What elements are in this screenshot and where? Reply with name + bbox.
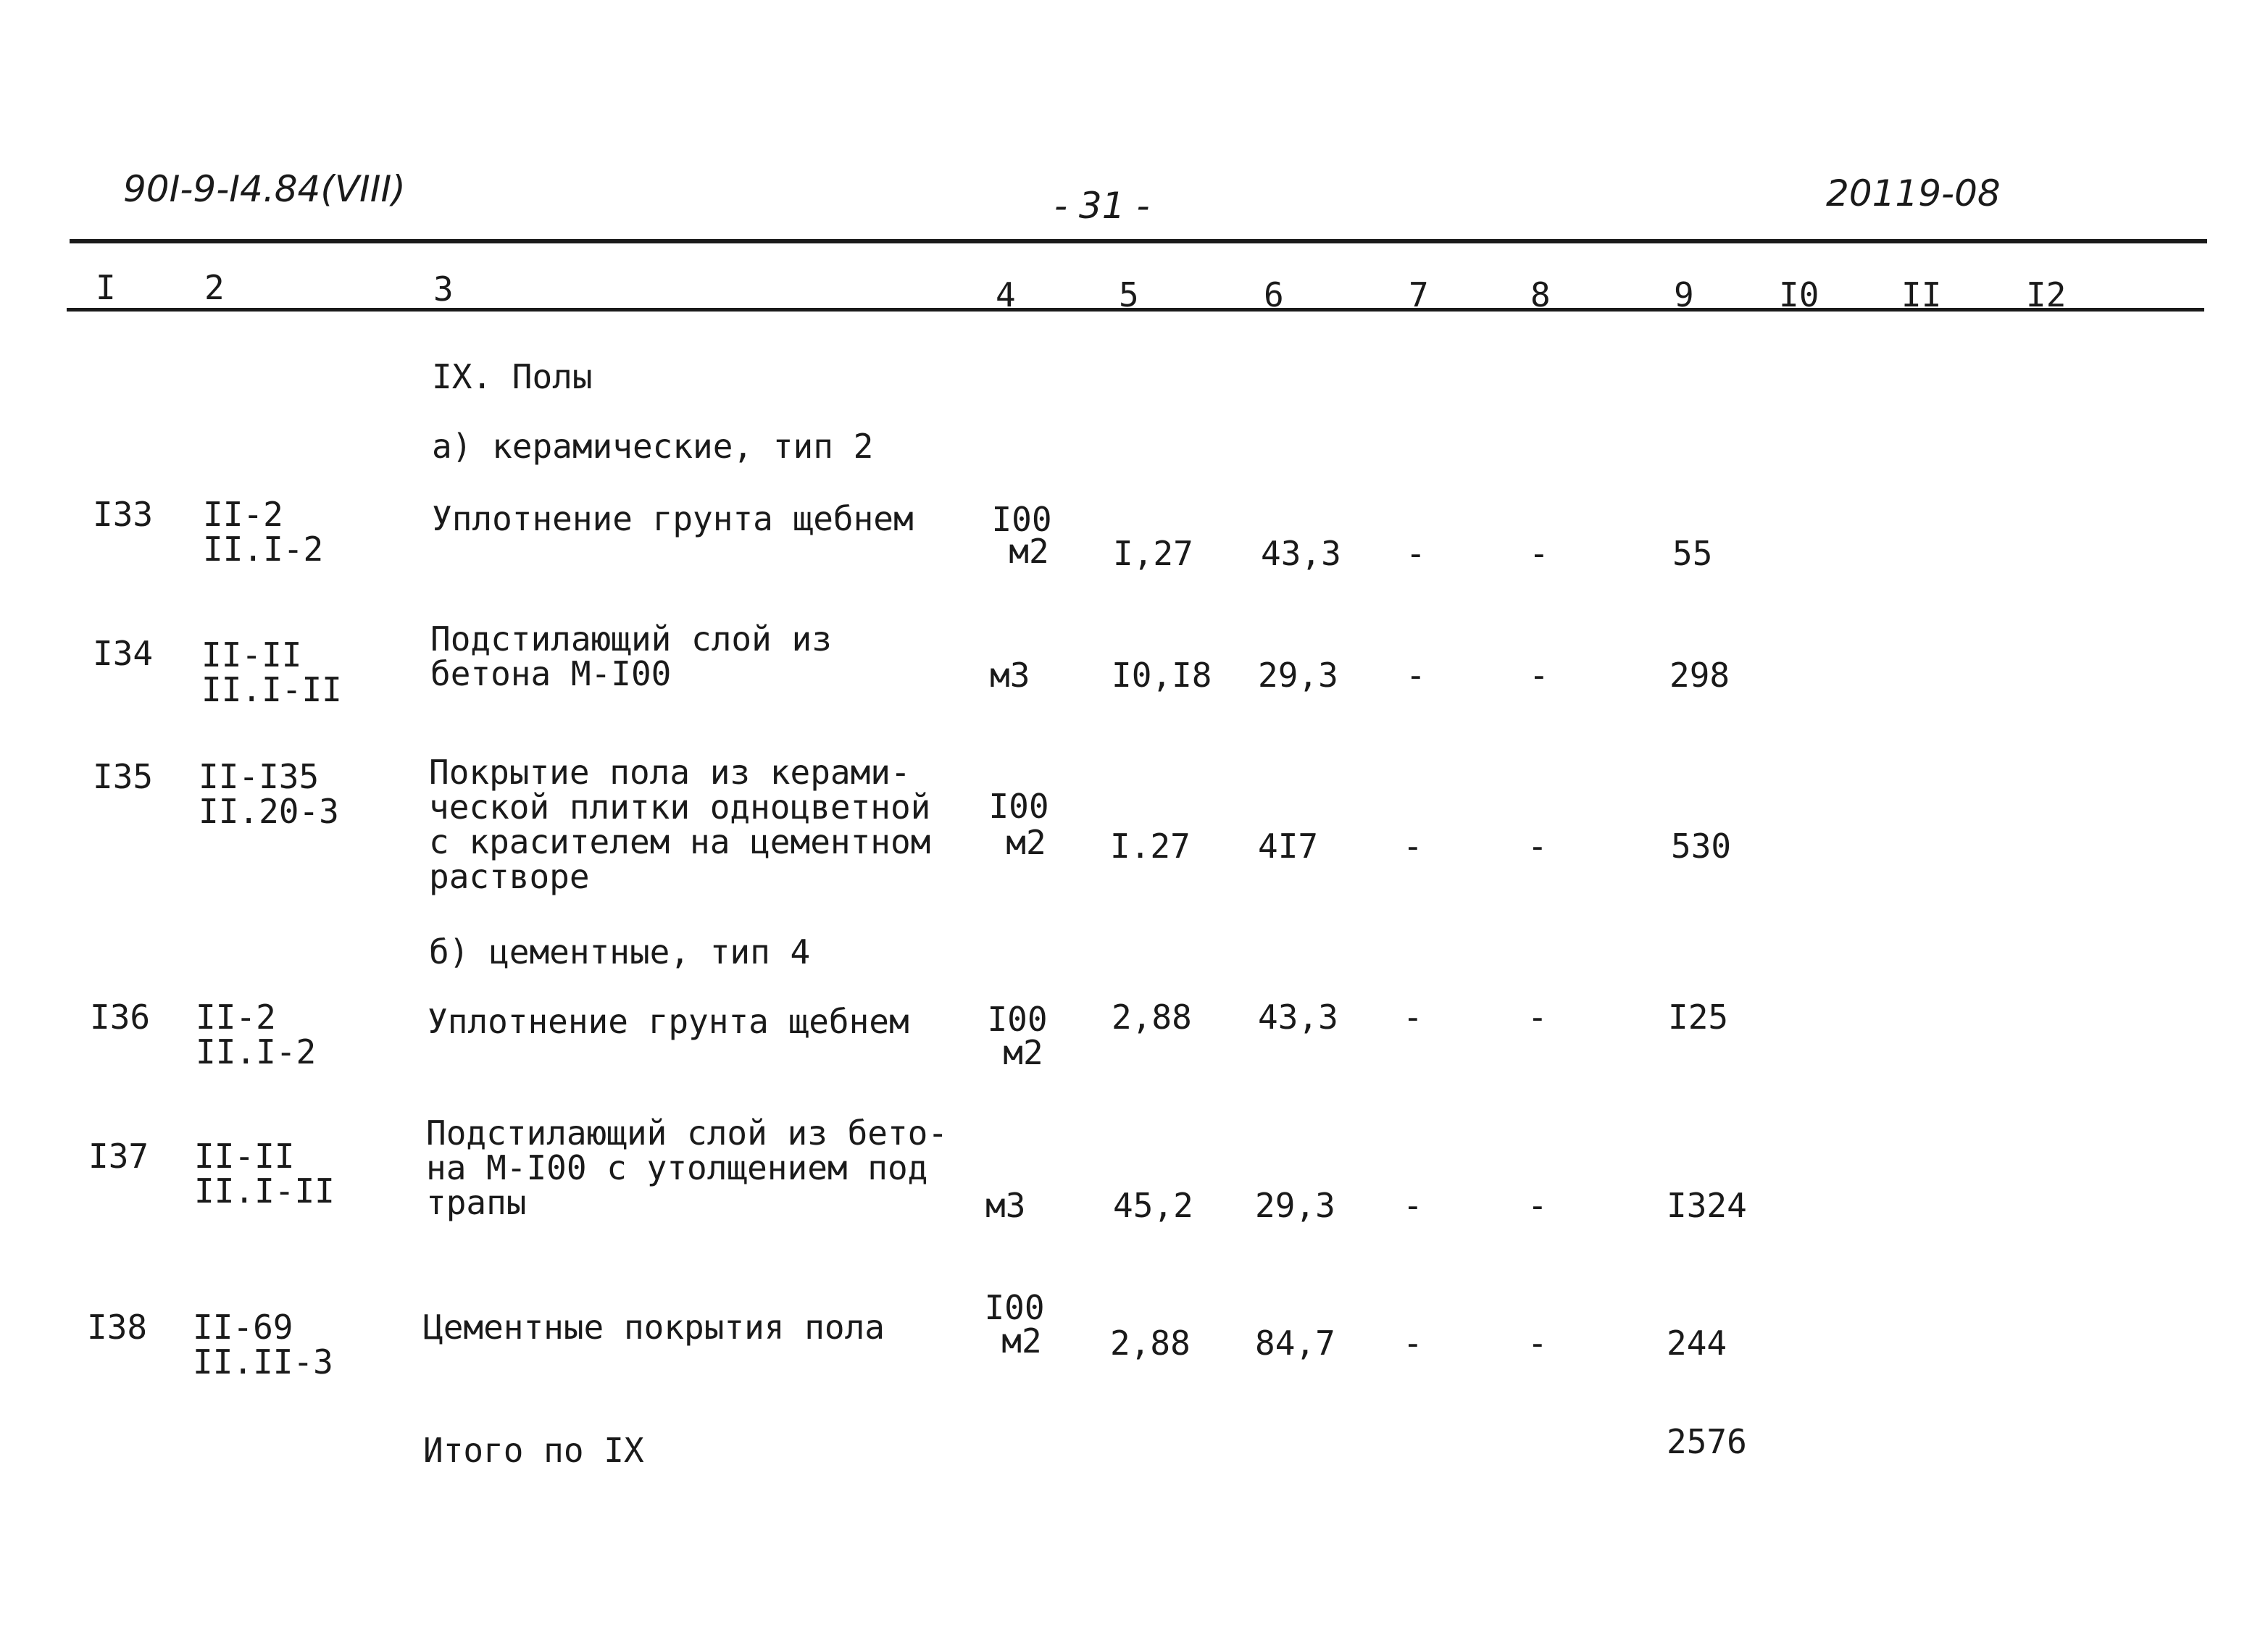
subsection-cement: б) цементные, тип 4	[429, 932, 811, 971]
description-line: Цементные покрытия пола	[423, 1308, 885, 1347]
header-top-rule	[70, 239, 2207, 243]
column-number: I0	[1779, 275, 1819, 314]
quantity: I,27	[1113, 534, 1193, 573]
quantity: 2,88	[1110, 1324, 1191, 1363]
description-line: Подстилающий слой из бето-	[426, 1113, 949, 1153]
description-line: бетона М-I00	[430, 654, 672, 693]
description-line: Покрытие пола из керами-	[429, 753, 911, 792]
quantity: I0,I8	[1112, 656, 1212, 695]
unit-top: I00	[991, 500, 1052, 539]
row-total: 244	[1667, 1324, 1727, 1363]
norm-code-secondary: II.I-II	[194, 1171, 335, 1211]
column-7-value: -	[1403, 1186, 1423, 1225]
column-number: 4	[996, 275, 1016, 314]
column-number: 8	[1530, 275, 1551, 314]
column-number: 9	[1674, 275, 1694, 314]
unit-bottom: м2	[1009, 532, 1049, 571]
column-8-value: -	[1527, 1186, 1548, 1225]
column-7-value: -	[1403, 998, 1423, 1037]
description-line: Подстилающий слой из	[430, 619, 832, 659]
unit-top: I00	[984, 1288, 1045, 1327]
unit-top: I00	[988, 787, 1049, 826]
row-number: I37	[88, 1137, 149, 1176]
norm-code-secondary: II.I-II	[201, 670, 342, 709]
work-description	[430, 619, 832, 693]
norm-code: II-2	[203, 495, 283, 534]
description-line: на М-I00 с утолщением под	[426, 1148, 928, 1187]
column-8-value: -	[1527, 998, 1548, 1037]
norm-code-secondary: II.I-2	[196, 1032, 317, 1071]
work-description	[423, 1310, 885, 1345]
work-description	[429, 755, 930, 894]
unit-bottom: м3	[990, 656, 1030, 695]
description-line: ческой плитки одноцветной	[429, 787, 931, 827]
row-number: I34	[93, 634, 154, 673]
document-code: 90I-9-I4.84(VIII)	[123, 168, 406, 210]
unit-price: 29,3	[1255, 1186, 1335, 1225]
work-description	[426, 1113, 949, 1222]
column-number: I	[96, 268, 116, 307]
row-total: 55	[1672, 534, 1713, 573]
description-line: растворе	[429, 857, 590, 896]
description-line: Уплотнение грунта щебнем	[428, 1002, 909, 1041]
row-number: I33	[93, 495, 154, 534]
quantity: 45,2	[1113, 1186, 1193, 1225]
column-7-value: -	[1403, 1324, 1423, 1363]
column-number: 2	[204, 268, 225, 307]
row-total: 298	[1669, 656, 1730, 695]
norm-code: II-II	[201, 635, 302, 674]
norm-code: II-II	[194, 1137, 295, 1176]
work-description	[432, 501, 914, 536]
column-7-value: -	[1406, 534, 1426, 573]
inventory-number: 20119-08	[1826, 172, 2001, 214]
description-line: с красителем на цементном	[429, 822, 931, 861]
norm-code: II-69	[193, 1308, 293, 1347]
column-8-value: -	[1529, 656, 1549, 695]
unit-top: I00	[987, 1000, 1048, 1039]
row-number: I36	[90, 998, 151, 1037]
unit-bottom: м2	[1003, 1033, 1043, 1072]
section-title: IX. Полы	[432, 357, 593, 396]
unit-bottom: м3	[985, 1186, 1026, 1225]
total-label: Итого по IX	[423, 1431, 644, 1470]
norm-code-secondary: II.I-2	[203, 530, 324, 569]
norm-code: II-I35	[199, 757, 320, 796]
row-number: I35	[93, 757, 154, 796]
row-total: I324	[1667, 1186, 1747, 1225]
description-line: Уплотнение грунта щебнем	[432, 499, 914, 538]
grand-total: 2576	[1667, 1422, 1747, 1461]
description-line: трапы	[426, 1183, 527, 1222]
column-7-value: -	[1406, 656, 1426, 695]
quantity: I.27	[1110, 827, 1191, 866]
unit-price: 43,3	[1261, 534, 1341, 573]
unit-price: 4I7	[1258, 827, 1319, 866]
quantity: 2,88	[1112, 998, 1192, 1037]
column-8-value: -	[1529, 534, 1549, 573]
norm-code: II-2	[196, 998, 276, 1037]
row-number: I38	[87, 1308, 148, 1347]
column-number: II	[1901, 275, 1942, 314]
column-8-value: -	[1527, 827, 1548, 866]
row-total: 530	[1671, 827, 1732, 866]
column-number: 3	[433, 269, 454, 309]
column-number: 6	[1264, 275, 1284, 314]
page-number: - 31 -	[1054, 185, 1150, 227]
work-description	[428, 1004, 909, 1039]
column-number: 7	[1409, 275, 1429, 314]
subsection-ceramic: а) керамические, тип 2	[432, 427, 874, 466]
unit-price: 29,3	[1258, 656, 1338, 695]
unit-price: 84,7	[1255, 1324, 1335, 1363]
norm-code-secondary: II.20-3	[199, 792, 339, 831]
column-number: I2	[2026, 275, 2067, 314]
column-number: 5	[1119, 275, 1139, 314]
norm-code-secondary: II.II-3	[193, 1342, 333, 1382]
unit-bottom: м2	[1006, 823, 1046, 862]
row-total: I25	[1668, 998, 1729, 1037]
unit-bottom: м2	[1001, 1321, 1042, 1360]
column-7-value: -	[1403, 827, 1423, 866]
column-8-value: -	[1527, 1324, 1548, 1363]
unit-price: 43,3	[1258, 998, 1338, 1037]
